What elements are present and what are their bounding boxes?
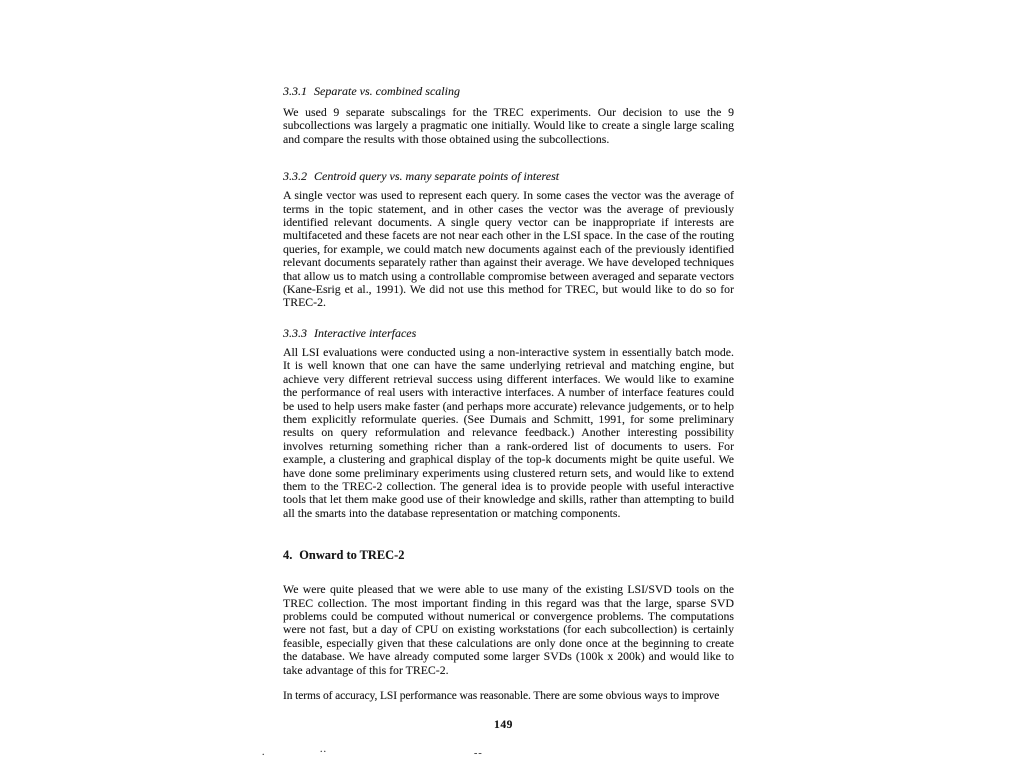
section-title: Onward to TREC-2: [299, 548, 405, 563]
section-title: Centroid query vs. many separate points of interest: [314, 169, 560, 184]
paragraph: A single vector was used to represent each query. In some cases the vector was the average of terms in the topic statement, and in other cases the vector was the average of previously identified relevant documents. A single query vector can be inappropriate if interests are multifaceted and these facets are not near each other in the LSI space. In the case of the routing queries, for example, we could match new documents against each of the previously identified relevant documents separately rather than against their average. We have developed techniques that allow us to match using a controllable compromise between averaged and separate vectors (Kane-Esrig et al., 1991). We did not use this method for TREC, but would like to do so for TREC-2.: [283, 188, 734, 310]
scan-artifact: .: [262, 747, 266, 758]
paragraph: In terms of accuracy, LSI performance was reasonable. There are some obvious ways to improve: [283, 690, 720, 702]
section-number: 4.: [283, 548, 293, 563]
section-title: Separate vs. combined scaling: [314, 84, 460, 98]
paragraph: All LSI evaluations were conducted using a non-interactive system in essentially batch mode. It is well known that one can have the same underlying retrieval and matching engine, but achieve very different retrieval success using different interfaces. We would like to examine the performance of real users with interactive interfaces. A number of interface features could be used to help users make faster (and perhaps more accurate) relevance judgements, or to help them explicitly reformulate queries. (See Dumais and Schmitt, 1991, for some preliminary results on query reformulation and relevance feedback.) Another interesting possibility involves returning something richer than a rank-ordered list of documents to users. For example, a clustering and graphical display of the top-k documents might be quite useful. We have done some preliminary experiments using clustered return sets, and would like to extend them to the TREC-2 collection. The general idea is to provide people with useful interactive tools that let them make good use of their knowledge and skills, rather than attempting to build all the smarts into the database representation or matching components.: [283, 344, 734, 520]
paragraph: We were quite pleased that we were able to use many of the existing LSI/SVD tools on the TREC collection. The most important finding in this regard was that the large, sparse SVD problems could be computed without numerical or convergence problems. The computations were not fast, but a day of CPU on existing workstations (for each subcollection) is certainly feasible, especially given that these calculations are only done once at the beginning to create the database. We have already computed some larger SVDs (100k x 200k) and would like to take advantage of this for TREC-2.: [283, 582, 734, 677]
section-heading-3-3-2: [283, 170, 734, 183]
section-number: 3.3.3: [283, 325, 307, 340]
scan-artifact: ..: [320, 744, 327, 755]
scan-artifact: --: [474, 748, 483, 759]
section-heading-4: [283, 548, 734, 562]
text-block: [283, 85, 734, 703]
paragraph: We used 9 separate subscalings for the TREC experiments. Our decision to use the 9 subcollections was largely a pragmatic one initially. Would like to create a single large scaling and compare the results with those obtained using the subcollections.: [283, 105, 734, 146]
section-title: Interactive interfaces: [314, 325, 417, 340]
section-heading-3-3-1: [283, 85, 734, 98]
page-number: 149: [494, 718, 513, 731]
section-number: 3.3.2: [283, 169, 307, 184]
section-number: 3.3.1: [283, 84, 307, 98]
section-heading-3-3-3: [283, 327, 734, 340]
